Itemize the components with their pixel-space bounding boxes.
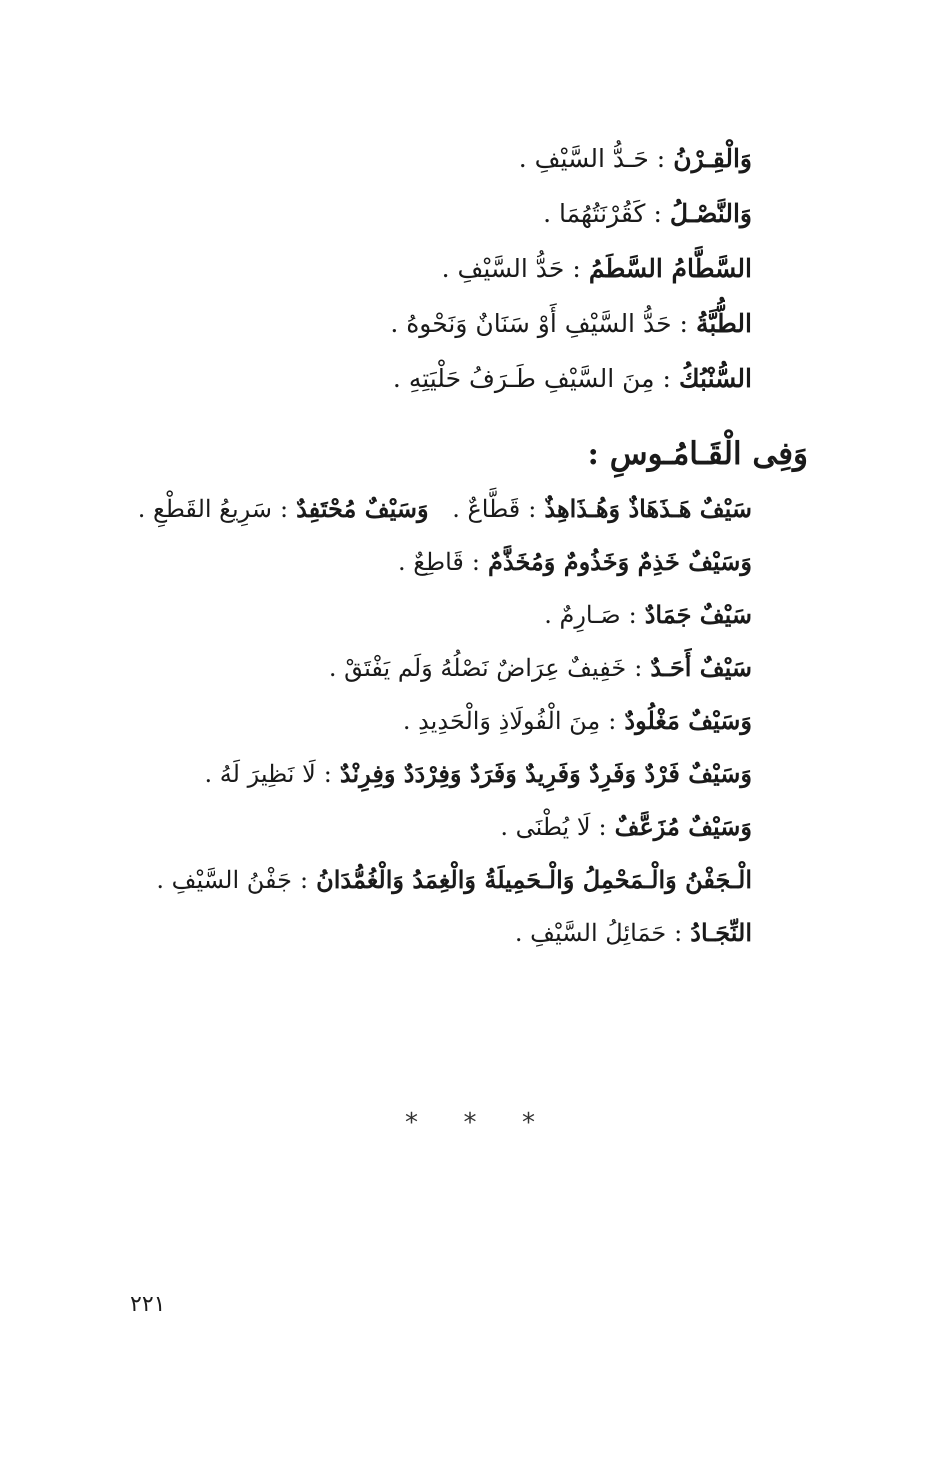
entry-row [72,755,752,808]
entry-row [72,861,752,914]
entry-row [72,914,752,967]
star-glyph: * [522,1108,535,1138]
entry-separator: : [634,654,643,682]
entry-separator: : [628,601,637,629]
entry-definition: قَاطِعٌ . [397,548,464,576]
entry-separator: : [653,199,662,228]
entry-separator: : [608,707,617,735]
entry-definition: قَطَّاعٌ . [452,495,521,523]
entry-row [112,360,752,415]
entry-separator: : [528,495,537,523]
entry-definition: جَفْنُ السَّيْفِ . [156,866,292,894]
entry-separator-secondary: : [279,495,289,523]
entry-row [112,250,752,305]
entry-term: وَسَيْفٌ فَرْدٌ وَفَرِدٌ وَفَرِيدٌ وَفَرَدٌ وَفِرْدَدٌ وَفِرِنْدٌ [339,759,752,788]
entry-term: السُّنْبُكُ [678,364,752,393]
entry-definition-secondary: سَرِيعُ القَطْعِ . [137,495,272,523]
entry-term: وَسَيْفٌ خَذِمٌ وَخَذُومٌ وَمُخَذَّمٌ [487,547,752,576]
entry-row [112,140,752,195]
entry-term-secondary: وَسَيْفٌ مُحْتَفِدٌ [296,494,429,523]
section-heading: وَفِى الْقَـامُـوسِ : [587,436,808,472]
entry-term: سَيْفٌ جَمَادٌ [644,600,752,629]
entries-list [112,140,752,415]
page-number: ٢٢١ [130,1292,166,1317]
entry-separator: : [662,364,671,393]
entry-term: وَسَيْفٌ مُزَعَّفٌ [614,812,752,841]
entry-term: وَسَيْفٌ مَغْلُودٌ [624,706,752,735]
entry-term: وَالنَّصْـلُ [669,199,752,228]
entry-definition: لَا نَظِيرَ لَهُ . [204,760,316,788]
entry-row [72,808,752,861]
entry-definition: حَدُّ السَّيْفِ . [441,254,565,283]
entry-row [72,649,752,702]
entry-term: النِّجَـادُ [690,918,752,947]
entry-term: وَالْقِـرْنُ [673,144,752,173]
entry-row [72,596,752,649]
entry-separator: : [471,548,480,576]
entry-row [112,305,752,360]
entry-separator: : [572,254,581,283]
entry-definition: كَقُرْنَتُهُمَا . [543,199,646,228]
entry-term: الْـجَفْنُ وَالْـمَحْمِلُ وَالْـحَمِيلَةُ وَالْغِمَدُ وَالْغُمُّدَانُ [316,865,752,894]
entry-definition: لَا يُطْنَى . [500,813,591,841]
entry-row [72,490,752,543]
entry-definition: مِنَ الْفُولَاذِ وَالْحَدِيدِ . [402,707,601,735]
entry-separator: : [679,309,688,338]
entry-separator: : [323,760,332,788]
entry-row [112,195,752,250]
entry-separator: : [598,813,607,841]
entry-definition: خَفِيفٌ عِرَاضٌ نَصْلُهُ وَلَم يَفْتَقْ . [328,654,627,682]
entry-definition: صَـارِمٌ . [544,601,621,629]
entry-separator: : [656,144,666,173]
entry-row [72,543,752,596]
star-glyph: * [463,1108,477,1138]
entry-definition: حَـدُّ السَّيْفِ . [518,144,649,173]
entry-term: سَيْفٌ هَـذَهَاذٌ وَهُـذَاهِذٌ [544,494,752,523]
entry-term: السَّطَّامُ السَّطَمُ [588,254,752,283]
qamus-entries-list [72,490,752,967]
entry-separator: : [299,866,309,894]
entry-definition: مِنَ السَّيْفِ طَـرَفُ حَلْيَتِهِ . [392,364,655,393]
entry-separator: : [674,919,683,947]
entry-definition: حَدُّ السَّيْفِ أَوْ سَنَانٌ وَنَحْوهُ . [390,309,672,338]
section-divider-stars [405,1108,535,1138]
entry-term: الطُّبَّةُ [695,309,752,338]
star-glyph: * [405,1108,418,1138]
entry-row [72,702,752,755]
entry-term: سَيْفٌ أَحَـدٌ [650,653,752,682]
entry-definition: حَمَائِلُ السَّيْفِ . [514,919,667,947]
